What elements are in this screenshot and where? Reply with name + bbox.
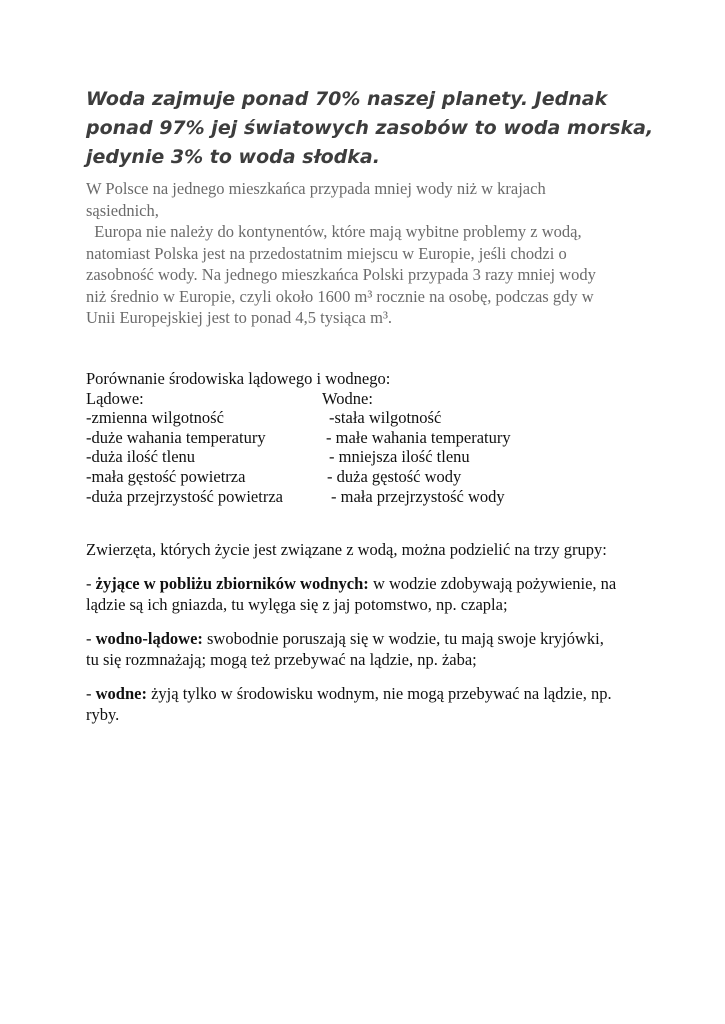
- water-cell: - małe wahania temperatury: [326, 427, 511, 447]
- heading-line: ponad 97% jej światowych zasobów to woda morska,: [86, 117, 654, 139]
- group-first-line: [86, 573, 640, 595]
- comparison-title: Porównanie środowiska lądowego i wodnego:: [86, 369, 391, 388]
- group-text: w wodzie zdobywają pożywienie, na: [368, 573, 617, 593]
- land-cell: -mała gęstość powietrza: [86, 466, 246, 486]
- group-second-line: ryby.: [86, 705, 120, 724]
- intro-line: niż średnio w Europie, czyli około 1600 m³ rocznie na osobę, podczas gdy w: [86, 286, 594, 306]
- group-term: żyjące w pobliżu zbiorników wodnych:: [95, 573, 369, 593]
- water-cell: Wodne:: [322, 388, 373, 408]
- group-second-line: tu się rozmnażają; mogą też przebywać na lądzie, np. żaba;: [86, 650, 477, 669]
- comparison-row: [86, 408, 686, 428]
- land-cell: -duża przejrzystość powietrza: [86, 486, 283, 506]
- group-prefix: -: [86, 628, 96, 648]
- intro-line: natomiast Polska jest na przedostatnim miejscu w Europie, jeśli chodzi o: [86, 243, 567, 263]
- intro-line: zasobność wody. Na jednego mieszkańca Polski przypada 3 razy mniej wody: [86, 265, 596, 284]
- comparison-row: [86, 467, 686, 487]
- group-second-line: lądzie są ich gniazda, tu wylęga się z jaj potomstwo, np. czapla;: [86, 595, 508, 614]
- animal-group-item: [86, 628, 640, 671]
- water-cell: - mała przejrzystość wody: [331, 486, 505, 506]
- intro-line: sąsiednich,: [86, 200, 159, 220]
- land-cell: -duża ilość tlenu: [86, 447, 196, 467]
- water-cell: - mniejsza ilość tlenu: [329, 447, 470, 467]
- animal-group-item: [86, 573, 640, 616]
- group-prefix: -: [86, 573, 96, 593]
- group-text: swobodnie poruszają się w wodzie, tu mają swoje kryjówki,: [202, 628, 604, 648]
- intro-line: W Polsce na jednego mieszkańca przypada mniej wody niż w krajach: [86, 179, 546, 198]
- animal-groups-lead: Zwierzęta, których życie jest związane z wodą, można podzielić na trzy grupy:: [86, 540, 607, 559]
- group-term: wodno-lądowe:: [95, 628, 203, 648]
- group-first-line: [86, 683, 640, 705]
- intro-line: Unii Europejskiej jest to ponad 4,5 tysiąca m³.: [86, 308, 393, 327]
- group-first-line: [86, 628, 640, 650]
- group-term: wodne:: [95, 683, 147, 703]
- comparison-row: [86, 389, 686, 409]
- heading-line: Woda zajmuje ponad 70% naszej planety. Jednak: [86, 88, 608, 110]
- intro-line: Europa nie należy do kontynentów, które mają wybitne problemy z wodą,: [86, 222, 582, 241]
- comparison-row: [86, 428, 686, 448]
- group-prefix: -: [86, 683, 96, 703]
- comparison-row: [86, 447, 686, 467]
- land-cell: -duże wahania temperatury: [86, 427, 266, 447]
- intro-paragraph: [86, 178, 656, 329]
- heading-line: jedynie 3% to woda słodka.: [86, 146, 380, 168]
- land-cell: -zmienna wilgotność: [86, 408, 224, 428]
- group-text: żyją tylko w środowisku wodnym, nie mogą przebywać na lądzie, np.: [146, 683, 612, 703]
- animal-groups-section: [86, 539, 640, 738]
- page-heading: [86, 85, 666, 172]
- water-cell: -stała wilgotność: [329, 408, 442, 428]
- land-cell: Lądowe:: [86, 388, 144, 408]
- water-cell: - duża gęstość wody: [327, 466, 462, 486]
- comparison-section: [86, 369, 686, 506]
- comparison-row: [86, 487, 686, 507]
- animal-group-item: [86, 683, 640, 726]
